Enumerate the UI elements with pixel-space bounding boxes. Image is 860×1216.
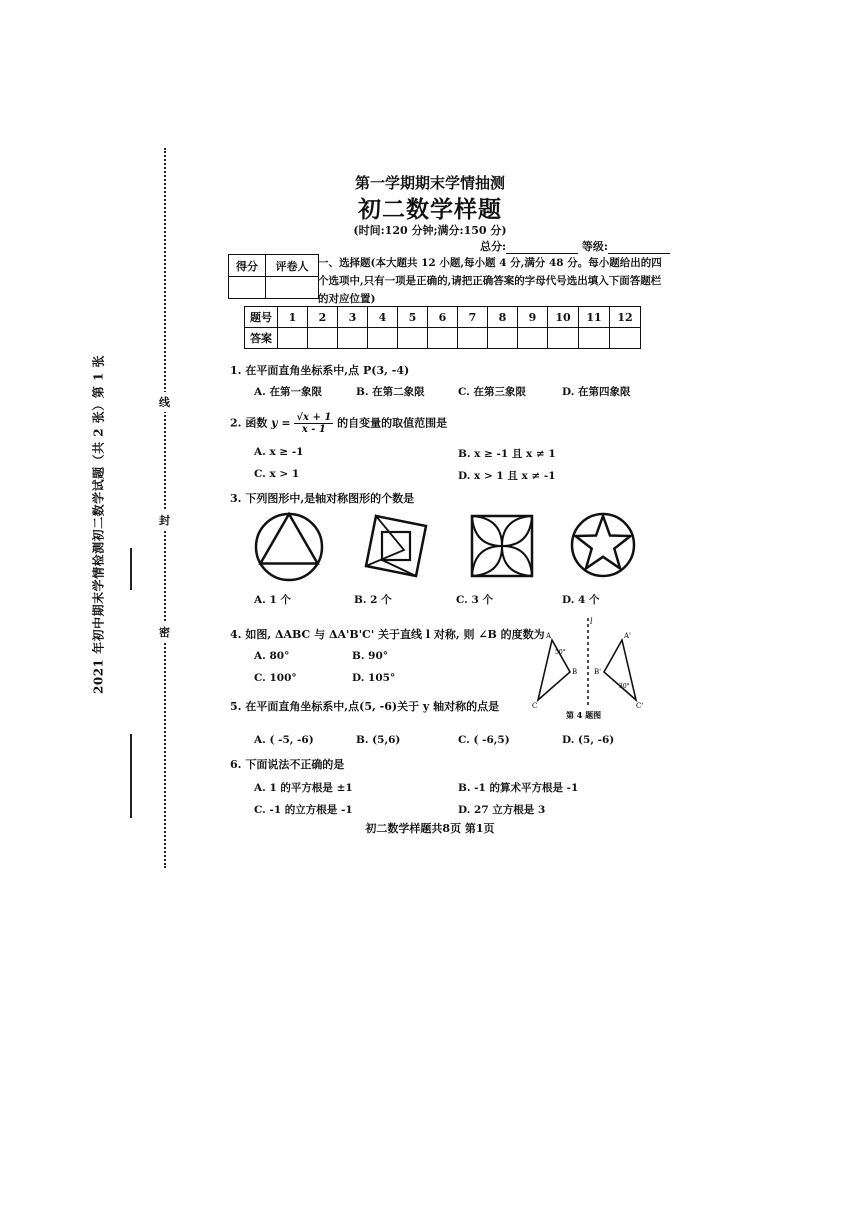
q2-option-c[interactable]: C. x > 1 [254, 468, 300, 480]
answer-cell[interactable] [368, 328, 398, 349]
side-exam-title: 2021 年初中期末学情检测初二数学试题（共 2 张）第 1 张 [91, 355, 106, 694]
answer-cell[interactable] [308, 328, 338, 349]
q6-option-a[interactable]: A. 1 的平方根是 ±1 [254, 782, 353, 794]
q4-option-c[interactable]: C. 100° [254, 672, 297, 684]
fig-label-c-prime: C' [636, 702, 644, 710]
q4-option-b[interactable]: B. 90° [352, 650, 389, 662]
answer-cell[interactable] [610, 328, 641, 349]
q1-option-d[interactable]: D. 在第四象限 [562, 386, 631, 398]
answer-table-number: 5 [398, 307, 428, 328]
answer-cell[interactable] [428, 328, 458, 349]
section1-instructions: 一、选择题(本大题共 12 小题,每小题 4 分,满分 48 分。每小题给出的四个选项中,只有一项是正确的,请把正确答案的字母代号选出填入下面答题栏的对应位置) [318, 257, 662, 305]
answer-table-row-label: 答案 [245, 328, 278, 349]
question-5-stem: 5. 在平面直角坐标系中,点(5, -6)关于 y 轴对称的点是 [230, 700, 500, 713]
answer-table-number: 7 [458, 307, 488, 328]
answer-table-number: 4 [368, 307, 398, 328]
q3-option-a[interactable]: A. 1 个 [254, 594, 291, 606]
q2-func: y = [271, 416, 291, 430]
answer-cell[interactable] [458, 328, 488, 349]
answer-table-number: 11 [579, 307, 610, 328]
exam-title: 初二数学样题 [358, 196, 502, 223]
grader-header: 评卷人 [266, 255, 319, 277]
fig-label-l: l [590, 617, 593, 626]
q2-option-a[interactable]: A. x ≥ -1 [254, 446, 304, 458]
answer-cell[interactable] [398, 328, 428, 349]
q1-option-c[interactable]: C. 在第三象限 [458, 386, 526, 398]
answer-table-number: 8 [488, 307, 518, 328]
total-label: 总分: [480, 240, 507, 253]
seal-mark-mi: 密 [159, 622, 170, 642]
q5-option-d[interactable]: D. (5, -6) [562, 734, 615, 746]
q4-option-d[interactable]: D. 105° [352, 672, 396, 684]
fig-label-a: A [546, 632, 552, 640]
exam-subtitle: 第一学期期末学情抽测 [354, 174, 505, 192]
answer-table-number: 12 [610, 307, 641, 328]
q1-option-a[interactable]: A. 在第一象限 [254, 386, 322, 398]
q3-option-d[interactable]: D. 4 个 [562, 594, 600, 606]
grader-table [228, 254, 319, 299]
q2-option-b[interactable]: B. x ≥ -1 且 x ≠ 1 [458, 448, 556, 460]
answer-table-number: 10 [548, 307, 579, 328]
question-6-stem: 6. 下面说法不正确的是 [230, 758, 345, 771]
answer-table-number: 9 [518, 307, 548, 328]
margin-bar [130, 734, 132, 818]
total-score-line [480, 238, 670, 254]
q2-option-d[interactable]: D. x > 1 且 x ≠ -1 [458, 470, 556, 482]
answer-table-number: 1 [278, 307, 308, 328]
grader-cell[interactable] [266, 277, 319, 299]
fig-label-b: B [572, 668, 578, 676]
answer-table-number: 3 [338, 307, 368, 328]
q5-option-c[interactable]: C. ( -6,5) [458, 734, 510, 746]
question-3-stem: 3. 下列图形中,是轴对称图形的个数是 [230, 492, 415, 505]
figure-symmetric-triangles [530, 614, 650, 724]
fig-label-a-prime: A' [624, 632, 631, 640]
binding-dotted-line [164, 148, 166, 868]
figure-4-caption: 第 4 题图 [566, 710, 602, 720]
answer-table [244, 306, 641, 349]
score-header: 得分 [229, 255, 266, 277]
fig-angle-1: 50° [555, 649, 566, 656]
q2-fraction [294, 412, 333, 435]
q2-suffix: 的自变量的取值范围是 [337, 416, 448, 430]
figure-square-petals [470, 514, 534, 578]
q5-option-a[interactable]: A. ( -5, -6) [254, 734, 314, 746]
answer-cell[interactable] [488, 328, 518, 349]
figure-circle-star [568, 510, 638, 580]
answer-cell[interactable] [338, 328, 368, 349]
exam-time-info: (时间:120 分钟;满分:150 分) [353, 224, 507, 237]
question-2-stem [230, 412, 447, 435]
answer-cell[interactable] [278, 328, 308, 349]
figure-rotated-squares [356, 510, 432, 586]
fig-angle-2: 30° [619, 683, 630, 690]
q2-denominator: x - 1 [301, 424, 326, 435]
q2-numerator: √x + 1 [296, 412, 332, 423]
seal-mark-feng: 封 [159, 510, 170, 530]
q1-option-b[interactable]: B. 在第二象限 [356, 386, 425, 398]
q6-option-b[interactable]: B. -1 的算术平方根是 -1 [458, 782, 579, 794]
q6-option-c[interactable]: C. -1 的立方根是 -1 [254, 804, 353, 816]
q4-option-a[interactable]: A. 80° [254, 650, 290, 662]
fig-label-c: C [532, 702, 538, 710]
fig-label-b-prime: B' [594, 668, 602, 676]
q2-prefix: 2. 函数 [230, 416, 272, 430]
answer-table-number: 2 [308, 307, 338, 328]
answer-cell[interactable] [579, 328, 610, 349]
q3-option-b[interactable]: B. 2 个 [354, 594, 392, 606]
q6-option-d[interactable]: D. 27 立方根是 3 [458, 804, 546, 816]
answer-table-number: 6 [428, 307, 458, 328]
score-cell[interactable] [229, 277, 266, 299]
q3-option-c[interactable]: C. 3 个 [456, 594, 493, 606]
margin-bar [130, 548, 132, 590]
answer-table-row-label: 题号 [245, 307, 278, 328]
question-4-stem: 4. 如图, ΔABC 与 ΔA'B'C' 关于直线 l 对称, 则 ∠B 的度数为 [230, 628, 545, 641]
grade-label: 等级: [581, 240, 608, 253]
answer-cell[interactable] [548, 328, 579, 349]
page-footer: 初二数学样题共8页 第1页 [365, 822, 495, 835]
seal-mark-xian: 线 [159, 392, 170, 412]
question-1-stem: 1. 在平面直角坐标系中,点 P(3, -4) [230, 364, 410, 377]
answer-cell[interactable] [518, 328, 548, 349]
figure-circle-triangle [252, 510, 326, 584]
q5-option-b[interactable]: B. (5,6) [356, 734, 401, 746]
